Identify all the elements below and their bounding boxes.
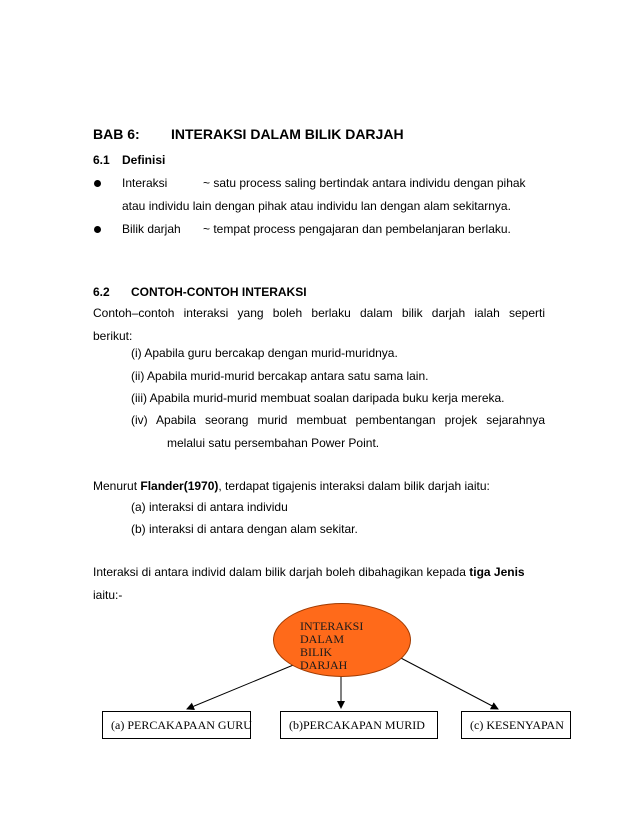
definition-term: Bilik darjah bbox=[122, 222, 181, 236]
chapter-number: BAB 6: bbox=[93, 126, 140, 142]
definition-text: ~ satu process saling bertindak antara individu dengan pihak bbox=[203, 176, 526, 190]
list-item: (iii) Apabila murid-murid membuat soalan daripada buku kerja mereka. bbox=[131, 391, 505, 405]
list-item: (b) interaksi di antara dengan alam sekitar. bbox=[131, 522, 358, 536]
list-item: (iv) Apabila seorang murid membuat pembentangan projek sejarahnya bbox=[131, 413, 545, 427]
flander-name: Flander(1970) bbox=[140, 479, 219, 493]
individ-text: Interaksi di antara individ dalam bilik darjah boleh dibahagikan kepada bbox=[93, 565, 470, 579]
center-label-line: BILIK bbox=[300, 645, 332, 659]
section-6-2-number: 6.2 bbox=[93, 285, 110, 299]
paragraph-line: berikut: bbox=[93, 329, 133, 343]
section-6-1-number: 6.1 bbox=[93, 153, 110, 167]
section-6-2-title: CONTOH-CONTOH INTERAKSI bbox=[131, 285, 307, 299]
section-6-1-title: Definisi bbox=[122, 153, 166, 167]
center-label-line: INTERAKSI bbox=[300, 619, 364, 633]
list-item: (ii) Apabila murid-murid bercakap antara satu sama lain. bbox=[131, 369, 429, 383]
center-label-line: DALAM bbox=[300, 632, 344, 646]
individ-line2: iaitu:- bbox=[93, 588, 123, 602]
box-percakapan-guru: (a) PERCAKAPAAN GURU bbox=[102, 711, 251, 739]
center-label-line: DARJAH bbox=[300, 658, 348, 672]
definition-text: atau individu lain dengan pihak atau individu lan dengan alam sekitarnya. bbox=[122, 199, 511, 213]
list-item-continuation: melalui satu persembahan Power Point. bbox=[167, 436, 380, 450]
list-item: (a) interaksi di antara individu bbox=[131, 500, 288, 514]
list-item: (i) Apabila guru bercakap dengan murid-muridnya. bbox=[131, 346, 398, 360]
individ-bold: tiga Jenis bbox=[469, 565, 525, 579]
definition-text: ~ tempat process pengajaran dan pembelanjaran berlaku. bbox=[203, 222, 511, 236]
arrow-left bbox=[187, 661, 303, 709]
box-kesenyapan: (c) KESENYAPAN bbox=[461, 711, 571, 739]
definition-term: Interaksi bbox=[122, 176, 168, 190]
paragraph-line: Contoh–contoh interaksi yang boleh berlaku dalam bilik darjah ialah seperti bbox=[93, 306, 545, 320]
chapter-title: INTERAKSI DALAM BILIK DARJAH bbox=[171, 126, 404, 142]
center-label bbox=[300, 620, 363, 672]
box-percakapan-murid: (b)PERCAKAPAN MURID bbox=[280, 711, 438, 739]
flander-suffix: , terdapat tigajenis interaksi dalam bilik darjah iaitu: bbox=[218, 479, 490, 493]
arrow-right bbox=[397, 656, 498, 709]
flander-prefix: Menurut bbox=[93, 479, 141, 493]
